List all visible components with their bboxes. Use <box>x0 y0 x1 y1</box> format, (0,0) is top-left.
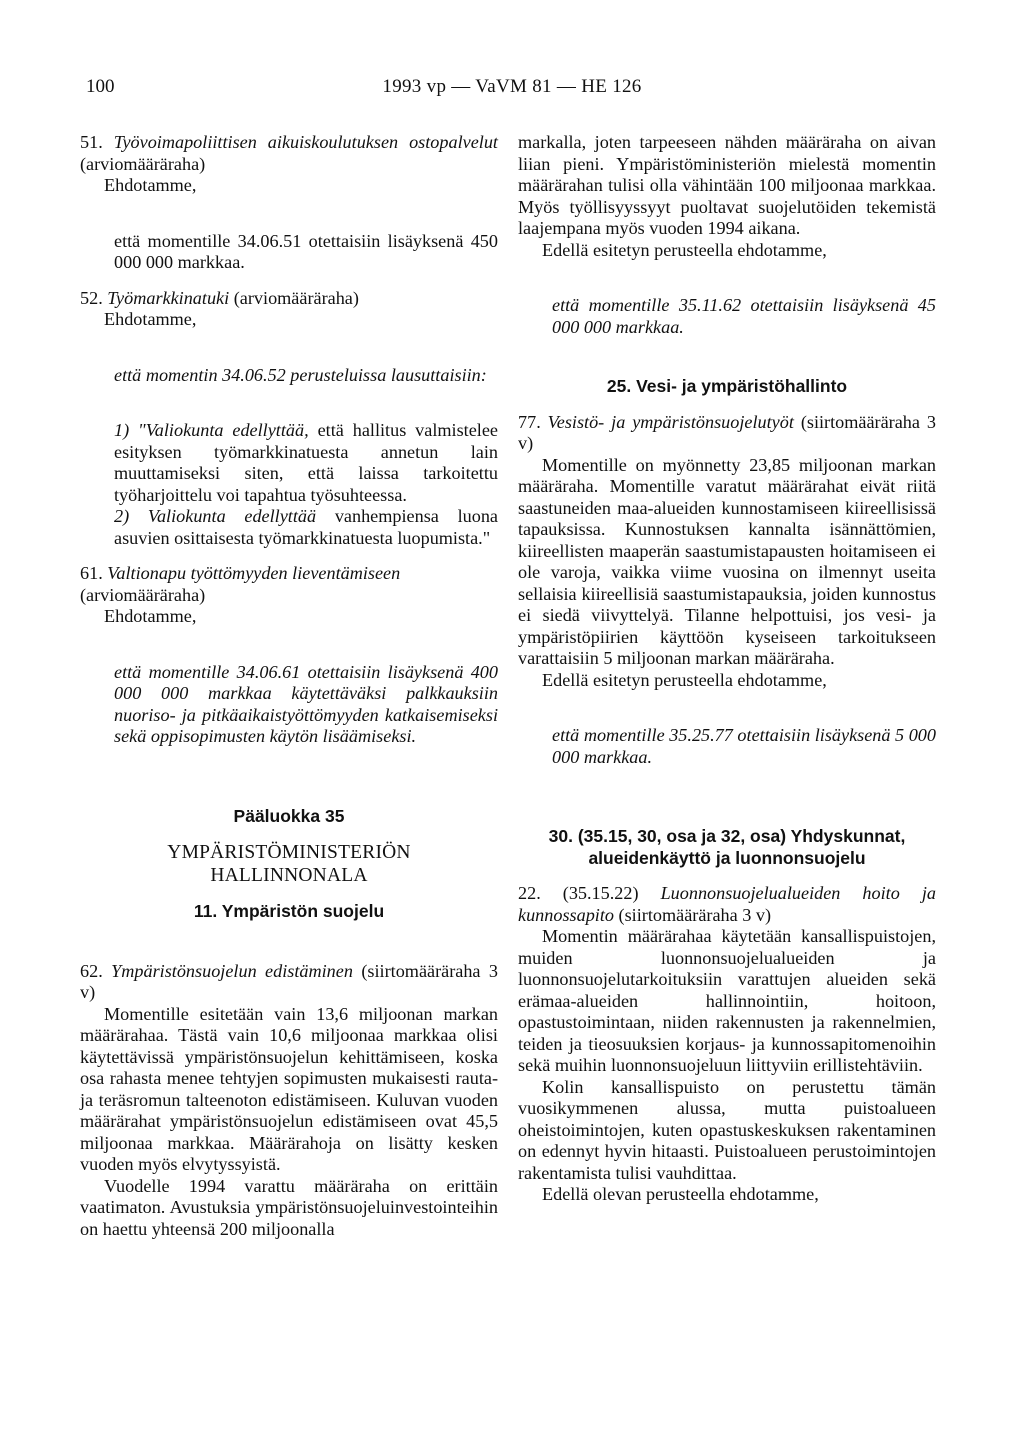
ministry-title: YMPÄRISTÖMINISTERIÖN HALLINNONALA <box>167 842 411 886</box>
section-61-proposal: että momentille 34.06.61 otettaisiin lisäyksenä 400 000 000 markkaa käytettäväksi palkkauksiin nuoriso- ja pitkäaikaistyöttömyyden katkaisemiseksi sekä oppisopimusten käytön lisäämiseksi. <box>114 661 498 746</box>
main-class-title: Pääluokka 35 <box>233 805 345 826</box>
section-22-paragraph-1: Momentin määrärahaa käytetään kansallispuistojen, muiden luonnonsuojelualueiden ja luonnonsuojelutarkoituksiin varattujen alueiden sekä erämaa-alueiden hallinnointiin, hoitoon, opastustoimintaan, niiden rakennusten ja rakennelmien, teiden ja tieosuuksien korjaus- ja kunnossapitomenoihin sekä muihin luonnonsuojeluun liittyviin erillistehtäviin. <box>518 926 936 1075</box>
section-22-propose: Edellä olevan perusteella ehdotamme, <box>542 1184 819 1204</box>
section-51-propose: Ehdotamme, <box>104 175 197 195</box>
page-number: 100 <box>86 76 115 97</box>
section-22-title: Luonnonsuojelualueiden hoito ja kunnossapito <box>518 883 936 925</box>
section-22-paragraph-2: Kolin kansallispuisto on perustettu tämän vuosikymmenen alussa, mutta puistoalueen oheistoimintojen, kuten opastuskeskuksen rakentaminen on edennyt hyvin hitaasti. Puistoalueen perustoimintojen rakentamista tulisi vauhdittaa. <box>518 1076 936 1183</box>
section-52-heading: 52. Työmarkkinatuki (arviomääräraha) <box>80 287 359 308</box>
section-77-proposal: että momentille 35.25.77 otettaisiin lisäyksenä 5 000 000 markkaa. <box>552 725 936 767</box>
running-head: 1993 vp — VaVM 81 — HE 126 <box>382 76 642 97</box>
section-52-proposal: että momentin 34.06.52 perusteluissa lausuttaisiin: <box>114 364 487 385</box>
section-62-paragraph-1: Momentille esitetään vain 13,6 miljoonan markan määrärahaa. Tästä vain 10,6 miljoonaa markkaa olisi käytettävissä ympäristönsuojelun kehittämiseen, koska osa rahasta menee tehtyjen sopimusten mukaisesti rauta- ja teräsromun talteenoton edistämiseen. Kuluvan vuoden määrärahat ympäristönsuojelun edistämiseen ovat 45,5 miljoonaa markkaa. Määrärahoja on lisätty kesken vuoden myös elvytyssyistä. <box>80 1003 498 1174</box>
chapter-11-title: 11. Ympäristön suojelu <box>193 901 385 921</box>
section-77-propose: Edellä esitetyn perusteella ehdotamme, <box>542 669 827 690</box>
section-62-paragraph-2: Vuodelle 1994 varattu määräraha on erittäin vaatimaton. Avustuksia ympäristönsuojeluinvestointeihin on haettu yhteensä 200 miljoonalla <box>80 1175 498 1239</box>
section-52-propose: Ehdotamme, <box>104 309 197 329</box>
section-77-heading: 77. Vesistö- ja ympäristönsuojelutyöt (siirtomääräraha 3 v) <box>518 411 936 453</box>
section-77-paragraph: Momentille on myönnetty 23,85 miljoonan markan määräraha. Momentille varatut määrärahat eivät riitä saastuneiden maa-alueiden kunnostamiseen kiireellisissä tapauksissa. Kunnostuksen kannalta isännättömien, kiireellisten maaperän saastumistapausten hoitamiseen ei ole varoja, vaikka viime vuosina on ilmennyt useita sellaisia kiireellisiä saastumistapauksia, joiden kunnostus ei siedä viivyttelyä. Tilanne helpottuisi, jos vesi- ja ympäristöpiirien käyttöön kyseiseen tarkoitukseen varattaisiin 5 miljoonan markan määräraha. <box>518 454 936 668</box>
section-62-heading: 62. Ympäristönsuojelun edistäminen (siirtomääräraha 3 v) <box>80 960 498 1002</box>
chapter-25-title: 25. Vesi- ja ympäristöhallinto <box>606 376 848 396</box>
section-51-title: Työvoimapoliittisen aikuiskoulutuksen ostopalvelut <box>113 132 498 152</box>
section-22-heading: 22. (35.15.22) Luonnonsuojelualueiden hoito ja kunnossapito (siirtomääräraha 3 v) <box>518 883 936 925</box>
section-62-proposal: että momentille 35.11.62 otettaisiin lisäyksenä 45 000 000 markkaa. <box>552 295 936 337</box>
section-62-continued: markalla, joten tarpeeseen nähden määräraha on aivan liian pieni. Ympäristöministeriön mielestä momentin määrärahan tulisi olla vähintään 100 miljoonaa markkaa. Myös työllisyyssyyt puoltavat suojelutöiden tekemistä laajempana myös vuoden 1994 aikana. <box>518 132 936 238</box>
section-62-title: Ympäristönsuojelun edistäminen <box>111 960 353 981</box>
section-51-proposal: että momentille 34.06.51 otettaisiin lisäyksenä 450 000 000 markkaa. <box>114 230 498 272</box>
section-52-title: Työmarkkinatuki <box>107 287 230 308</box>
section-61-propose: Ehdotamme, <box>104 606 197 626</box>
section-61-title: Valtionapu työttömyyden lieventämiseen <box>107 563 401 583</box>
section-77-title: Vesistö- ja ympäristönsuojelutyöt <box>547 411 794 432</box>
section-51-heading: 51. Työvoimapoliittisen aikuiskoulutuksen ostopalvelut (arviomääräraha) <box>80 132 498 174</box>
left-column <box>80 132 498 1240</box>
right-column <box>518 132 936 1206</box>
section-52-point-2: 2) Valiokunta edellyttää vanhempiensa luona asuvien osittaisesta työmarkkinatuesta luopumista." <box>114 506 498 548</box>
section-62-propose: Edellä esitetyn perusteella ehdotamme, <box>542 239 827 260</box>
section-61-heading: 61. Valtionapu työttömyyden lieventämiseen (arviomääräraha) <box>80 563 401 605</box>
section-52-point-1: 1) "Valiokunta edellyttää, että hallitus valmistelee esityksen työmarkkinatuesta annetun lain muuttamiseksi siten, että laissa tarkoitettu työharjoittelu voi tapahtua työsuhteessa. <box>114 420 498 505</box>
chapter-30-title: 30. (35.15, 30, osa ja 32, osa) Yhdyskunnat, alueidenkäyttö ja luonnonsuojelu <box>548 826 906 868</box>
